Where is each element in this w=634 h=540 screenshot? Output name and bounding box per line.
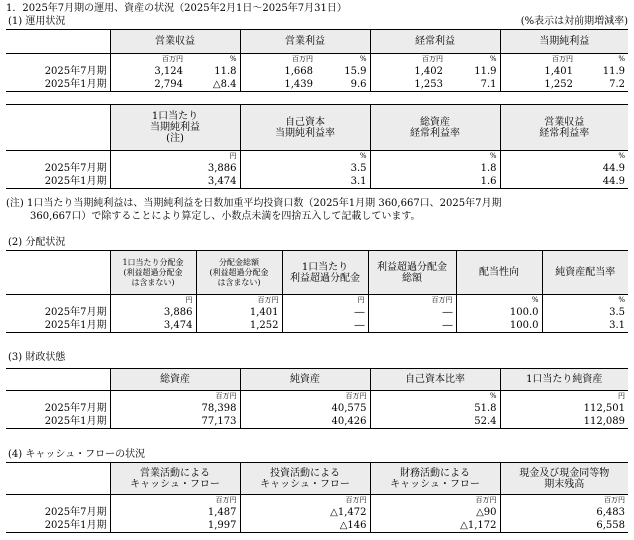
table-cell: 44.9: [500, 175, 628, 188]
table-cell: 6,558: [500, 519, 628, 532]
table-cell: 100.0: [456, 319, 542, 332]
table-cell: 1,668: [240, 65, 316, 78]
table-cell: 1.6: [370, 175, 500, 188]
row-label: 2025年1月期: [44, 319, 107, 331]
unit-cell: %: [359, 55, 367, 63]
unit-cell: 百万円: [110, 495, 240, 507]
table-cell: △1,172: [370, 519, 500, 532]
table-row: [6, 319, 628, 332]
table-cell: 15.9: [344, 66, 367, 77]
table-cell: 44.9: [500, 162, 628, 175]
unit-cell: 百万円: [368, 295, 456, 307]
table-cell: 40,426: [240, 415, 370, 428]
unit-cell: 百万円: [240, 391, 370, 403]
table-cell: 3.1: [240, 175, 370, 188]
table-cell: 1,439: [240, 78, 316, 91]
table-row: [6, 306, 628, 319]
unit-cell: %: [542, 295, 628, 307]
table-cell: 1,487: [110, 506, 240, 519]
unit-cell: 百万円: [240, 54, 316, 66]
table-cell: 7.1: [480, 78, 497, 90]
row-label: 2025年7月期: [44, 403, 107, 414]
unit-cell: %: [370, 151, 500, 163]
unit-cell: %: [456, 295, 542, 307]
footnote-line-1: (注) 1口当たり当期純利益は、当期純利益を日数加重平均投資口数（2025年1月期 360,667口、2025年7月期: [6, 198, 502, 209]
table-cell: 11.9: [602, 66, 625, 77]
distribution-header-total: 分配金総額 (利益超過分配金 は含まない): [196, 251, 282, 295]
table-row: [6, 415, 628, 428]
table-cell: ―: [282, 319, 368, 332]
unit-cell: %: [500, 151, 628, 163]
ratio-header-margin: 営業収益 経常利益率: [500, 105, 628, 151]
row-label: 2025年1月期: [44, 78, 107, 90]
row-label: 2025年7月期: [44, 163, 107, 174]
unit-cell: 百万円: [370, 495, 500, 507]
table-row: [6, 175, 628, 188]
cash-flow-header-operating: 営業活動による キャッシュ・フロー: [110, 463, 240, 495]
table-cell: 3,886: [110, 306, 196, 319]
distribution-header-excess-total: 利益超過分配金 総額: [368, 251, 456, 295]
table-cell: 3,124: [110, 65, 186, 78]
table-cell: 11.8: [214, 66, 237, 77]
section-distribution-title: (2) 分配状況: [8, 237, 66, 248]
unit-cell: 円: [110, 295, 196, 307]
unit-cell: %: [489, 55, 497, 63]
financial-header-nav-per-unit: 1口当たり純資産: [500, 369, 628, 391]
table-cell: 78,398: [110, 402, 240, 415]
table-cell: 1,402: [370, 65, 446, 78]
table-cell: 9.6: [350, 78, 367, 90]
table-cell: 2,794: [110, 78, 186, 91]
table-cell: ―: [368, 319, 456, 332]
table-cell: 40,575: [240, 402, 370, 415]
table-cell: 52.4: [370, 415, 500, 428]
table-cell: 3,474: [110, 175, 240, 188]
table-cell: △146: [240, 519, 370, 532]
operations-header-operating-income: 営業利益: [240, 30, 370, 54]
table-cell: 6,483: [500, 506, 628, 519]
cash-flow-table: [6, 462, 628, 533]
financial-position-table: [6, 368, 628, 429]
row-label: 2025年1月期: [44, 175, 107, 187]
financial-header-equity-ratio: 自己資本比率: [370, 369, 500, 391]
table-cell: 11.9: [474, 66, 497, 77]
table-cell: 3.5: [542, 306, 628, 319]
row-label: 2025年7月期: [44, 307, 107, 318]
unit-cell: 百万円: [500, 54, 576, 66]
row-label: 2025年1月期: [44, 415, 107, 427]
table-row: [6, 65, 628, 78]
table-cell: 1.8: [370, 162, 500, 175]
row-label: 2025年7月期: [44, 507, 107, 518]
cash-flow-header-ending-cash: 現金及び現金同等物 期末残高: [500, 463, 628, 495]
footnote-line-2: 360,667口）で除することにより算定し、小数点未満を四捨五入して記載しています。: [30, 211, 421, 222]
table-cell: 100.0: [456, 306, 542, 319]
ratio-header-roe: 自己資本 当期純利益率: [240, 105, 370, 151]
unit-cell: %: [229, 55, 237, 63]
cash-flow-header-financing: 財務活動による キャッシュ・フロー: [370, 463, 500, 495]
unit-cell: %: [618, 55, 625, 63]
section-operations-note: (%表示は対前期増減率): [520, 16, 628, 27]
table-cell: 77,173: [110, 415, 240, 428]
operations-table: [6, 29, 628, 92]
table-cell: 7.2: [609, 78, 625, 90]
financial-header-net-assets: 純資産: [240, 369, 370, 391]
table-cell: 3,886: [110, 162, 240, 175]
ratio-header-roa: 総資産 経常利益率: [370, 105, 500, 151]
table-cell: 51.8: [370, 402, 500, 415]
unit-cell: 百万円: [110, 391, 240, 403]
unit-cell: 百万円: [240, 495, 370, 507]
table-row: [6, 506, 628, 519]
table-cell: 112,089: [500, 415, 628, 428]
operations-header-revenue: 営業収益: [110, 30, 240, 54]
operations-ratio-table: [6, 104, 628, 189]
table-cell: 1,253: [370, 78, 446, 91]
table-cell: △90: [370, 506, 500, 519]
row-label: 2025年7月期: [44, 66, 107, 77]
distribution-header-dps: 1口当たり分配金 (利益超過分配金 は含まない): [110, 251, 196, 295]
table-cell: 3.1: [542, 319, 628, 332]
unit-cell: 円: [282, 295, 368, 307]
table-cell: 3,474: [110, 319, 196, 332]
table-row: [6, 402, 628, 415]
unit-cell: 円: [500, 391, 628, 403]
unit-cell: 百万円: [500, 495, 628, 507]
cash-flow-header-investing: 投資活動による キャッシュ・フロー: [240, 463, 370, 495]
table-cell: 1,401: [196, 306, 282, 319]
section-financial-position-title: (3) 財政状態: [8, 352, 66, 363]
unit-cell: %: [370, 391, 500, 403]
unit-cell: 百万円: [370, 54, 446, 66]
table-cell: △1,472: [240, 506, 370, 519]
table-cell: ―: [368, 306, 456, 319]
table-cell: 1,997: [110, 519, 240, 532]
distribution-header-dividend-ratio: 純資産配当率: [542, 251, 628, 295]
table-row: [6, 519, 628, 532]
distribution-table: [6, 250, 628, 333]
financial-header-total-assets: 総資産: [110, 369, 240, 391]
distribution-header-excess-dps: 1口当たり 利益超過分配金: [282, 251, 368, 295]
ratio-header-eps: 1口当たり 当期純利益 (注): [110, 105, 240, 151]
table-cell: 112,501: [500, 402, 628, 415]
table-cell: 1,252: [196, 319, 282, 332]
table-cell: 1,252: [500, 78, 576, 91]
unit-cell: 百万円: [196, 295, 282, 307]
operations-header-net-income: 当期純利益: [500, 30, 628, 54]
section-cash-flow-title: (4) キャッシュ・フローの状況: [8, 449, 146, 460]
section-operations-title: (1) 運用状況: [8, 16, 66, 27]
table-row: [6, 78, 628, 91]
unit-cell: %: [240, 151, 370, 163]
unit-cell: 百万円: [110, 54, 186, 66]
table-row: [6, 162, 628, 175]
table-cell: 1,401: [500, 65, 576, 78]
document-heading: 1．2025年7月期の運用、資産の状況（2025年2月1日～2025年7月31日）: [6, 3, 347, 14]
table-cell: △8.4: [212, 78, 237, 90]
unit-cell: 円: [110, 151, 240, 163]
table-cell: 3.5: [240, 162, 370, 175]
table-cell: ―: [282, 306, 368, 319]
distribution-header-payout-ratio: 配当性向: [456, 251, 542, 295]
row-label: 2025年1月期: [44, 519, 107, 531]
operations-header-ordinary-income: 経常利益: [370, 30, 500, 54]
